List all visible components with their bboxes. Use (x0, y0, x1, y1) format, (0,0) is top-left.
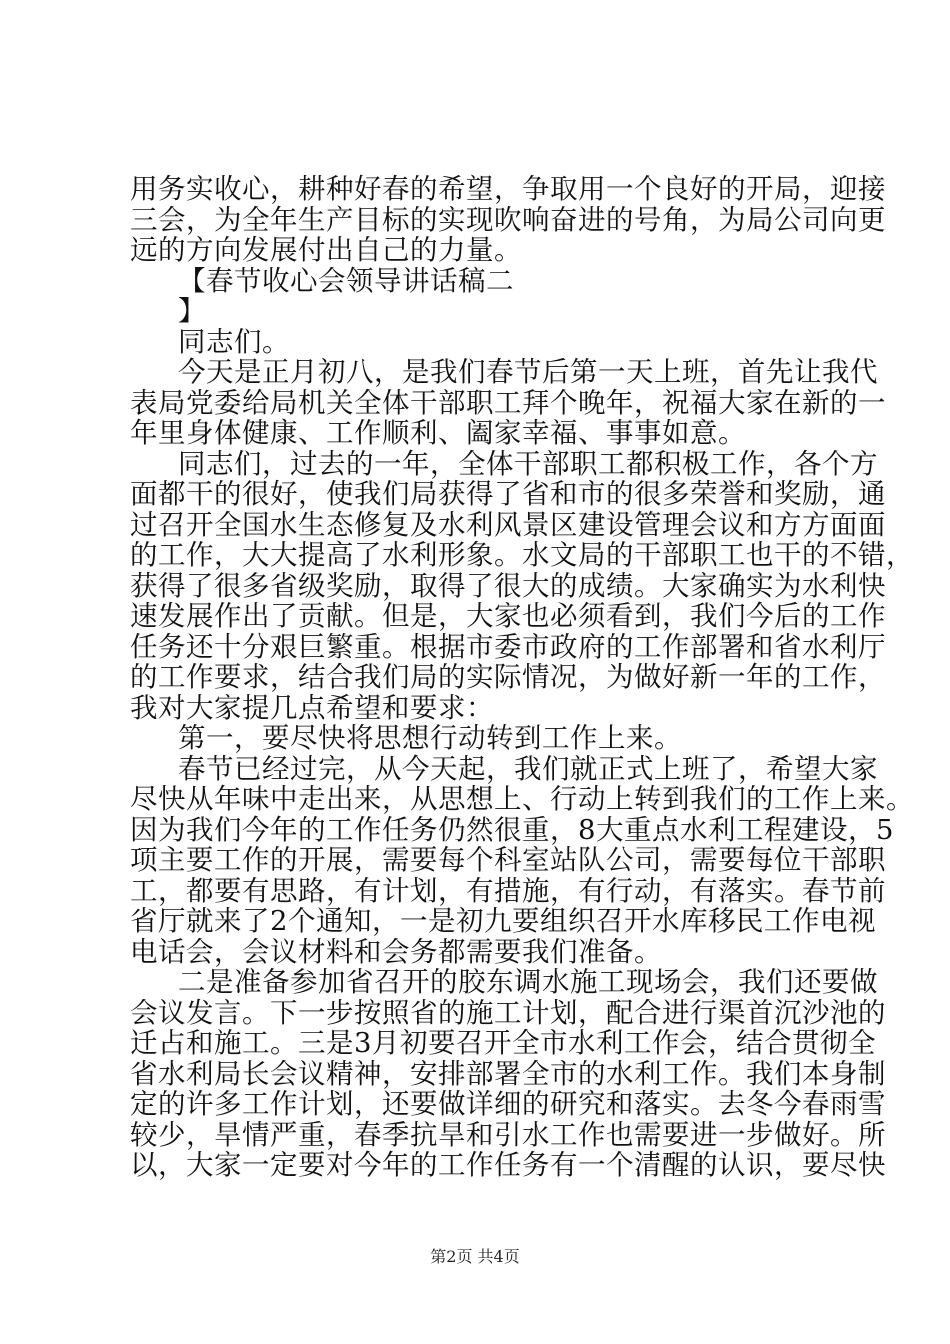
paragraph-line: 工，都要有思路，有计划，有措施，有行动，有落实。春节前 (130, 875, 886, 907)
paragraph-line: 年里身体健康、工作顺利、阖家幸福、事事如意。 (130, 417, 746, 449)
paragraph-line: 的工作要求，结合我们局的实际情况，为做好新一年的工作， (130, 661, 886, 693)
paragraph-line: 因为我们今年的工作任务仍然很重，8大重点水利工程建设，5 (130, 814, 894, 846)
point-heading: 第一，要尽快将思想行动转到工作上来。 (178, 722, 682, 754)
paragraph-line: 速发展作出了贡献。但是，大家也必须看到，我们今后的工作 (130, 600, 886, 632)
paragraph-line: 以，大家一定要对今年的工作任务有一个清醒的认识，要尽快 (130, 1149, 886, 1181)
paragraph-line: 电话会，会议材料和会务都需要我们准备。 (130, 936, 662, 968)
paragraph-line: 的工作，大大提高了水利形象。水文局的干部职工也干的不错， (130, 539, 914, 571)
paragraph-line: 尽快从年味中走出来，从思想上、行动上转到我们的工作上来。 (130, 783, 914, 815)
section-heading: 【春节收心会领导讲话稿二 (178, 265, 514, 297)
paragraph-line: 省厅就来了2个通知，一是初九要组织召开水库移民工作电视 (130, 905, 876, 937)
paragraph-line: 过召开全国水生态修复及水利风景区建设管理会议和方方面面 (130, 509, 886, 541)
paragraph-line: 面都干的很好，使我们局获得了省和市的很多荣誉和奖励，通 (130, 478, 886, 510)
paragraph-line: 迁占和施工。三是3月初要召开全市水利工作会，结合贯彻全 (130, 1027, 876, 1059)
paragraph-line: 同志们，过去的一年，全体干部职工都积极工作，各个方 (178, 448, 878, 480)
paragraph-line: 二是准备参加省召开的胶东调水施工现场会，我们还要做 (178, 966, 878, 998)
section-heading-bracket: 】 (178, 295, 206, 327)
paragraph-line: 今天是正月初八，是我们春节后第一天上班，首先让我代 (178, 356, 878, 388)
paragraph-line: 表局党委给局机关全体干部职工拜个晚年，祝福大家在新的一 (130, 387, 886, 419)
paragraph-line: 春节已经过完，从今天起，我们就正式上班了，希望大家 (178, 753, 878, 785)
paragraph-line: 省水利局长会议精神，安排部署全市的水利工作。我们本身制 (130, 1058, 886, 1090)
paragraph-line: 定的许多工作计划，还要做详细的研究和落实。去冬今春雨雪 (130, 1088, 886, 1120)
text-line: 用务实收心，耕种好春的希望，争取用一个良好的开局，迎接 (130, 173, 886, 205)
text-line: 三会，为全年生产目标的实现吹响奋进的号角，为局公司向更 (130, 204, 886, 236)
paragraph-line: 会议发言。下一步按照省的施工计划，配合进行渠首沉沙池的 (130, 997, 886, 1029)
text-line: 远的方向发展付出自己的力量。 (130, 234, 522, 266)
paragraph-line: 任务还十分艰巨繁重。根据市委市政府的工作部署和省水利厅 (130, 631, 886, 663)
paragraph-line: 项主要工作的开展，需要每个科室站队公司，需要每位干部职 (130, 844, 886, 876)
paragraph-line: 较少，旱情严重，春季抗旱和引水工作也需要进一步做好。所 (130, 1119, 886, 1151)
paragraph-line: 我对大家提几点希望和要求： (130, 692, 494, 724)
paragraph-line: 获得了很多省级奖励，取得了很大的成绩。大家确实为水利快 (130, 570, 886, 602)
page-number-footer: 第2页 共4页 (430, 1247, 520, 1266)
salutation: 同志们。 (178, 326, 290, 358)
